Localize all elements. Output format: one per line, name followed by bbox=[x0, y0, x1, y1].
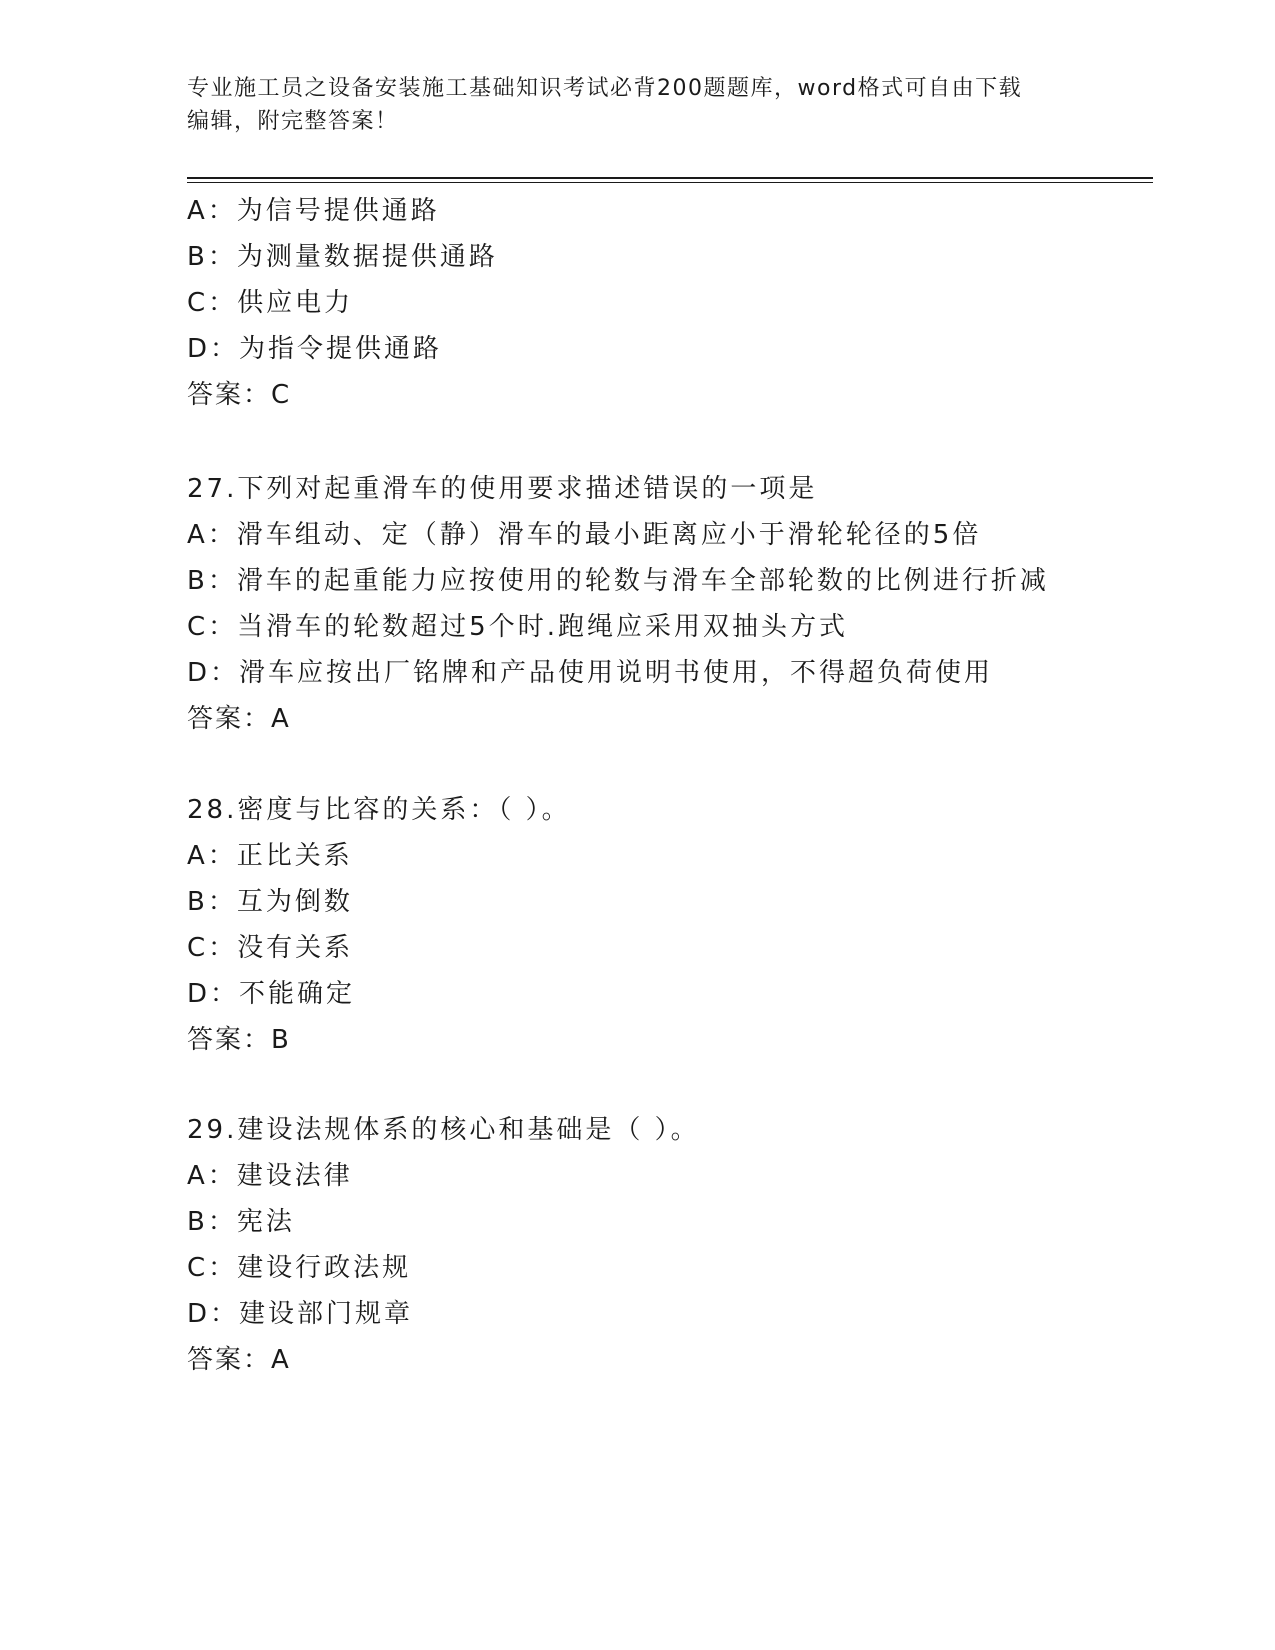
question-stem: 28.密度与比容的关系：（ ）。 bbox=[187, 795, 571, 825]
header-divider-thin bbox=[187, 182, 1153, 183]
answer-line: 答案：C bbox=[187, 380, 292, 410]
option-b: B：为测量数据提供通路 bbox=[187, 242, 498, 272]
document-header bbox=[187, 72, 1087, 138]
answer-line: 答案：B bbox=[187, 1025, 291, 1055]
option-c: C：供应电力 bbox=[187, 288, 354, 318]
option-b: B：滑车的起重能力应按使用的轮数与滑车全部轮数的比例进行折减 bbox=[187, 566, 1049, 596]
option-c: C：建设行政法规 bbox=[187, 1253, 412, 1283]
option-b: B：宪法 bbox=[187, 1207, 295, 1237]
question-stem: 29.建设法规体系的核心和基础是（ ）。 bbox=[187, 1115, 700, 1145]
option-c: C：没有关系 bbox=[187, 933, 354, 963]
question-block-26 bbox=[187, 188, 1187, 418]
option-b: B：互为倒数 bbox=[187, 887, 353, 917]
question-block-29 bbox=[187, 1107, 1187, 1383]
question-stem: 27.下列对起重滑车的使用要求描述错误的一项是 bbox=[187, 474, 818, 504]
option-c: C：当滑车的轮数超过5个时.跑绳应采用双抽头方式 bbox=[187, 612, 848, 642]
question-block-28 bbox=[187, 787, 1187, 1063]
option-d: D：为指令提供通路 bbox=[187, 334, 443, 364]
option-a: A：为信号提供通路 bbox=[187, 196, 440, 226]
option-a: A：滑车组动、定（静）滑车的最小距离应小于滑轮轮径的5倍 bbox=[187, 520, 982, 550]
header-line-2: 编辑，附完整答案！ bbox=[187, 109, 399, 134]
answer-line: 答案：A bbox=[187, 1345, 291, 1375]
option-d: D：滑车应按出厂铭牌和产品使用说明书使用，不得超负荷使用 bbox=[187, 658, 994, 688]
header-divider bbox=[187, 177, 1153, 179]
option-d: D：建设部门规章 bbox=[187, 1299, 414, 1329]
header-line-1: 专业施工员之设备安装施工基础知识考试必背200题题库，word格式可自由下载 bbox=[187, 76, 1023, 101]
question-block-27 bbox=[187, 466, 1187, 742]
option-a: A：建设法律 bbox=[187, 1161, 353, 1191]
answer-line: 答案：A bbox=[187, 704, 291, 734]
option-d: D：不能确定 bbox=[187, 979, 356, 1009]
option-a: A：正比关系 bbox=[187, 841, 353, 871]
